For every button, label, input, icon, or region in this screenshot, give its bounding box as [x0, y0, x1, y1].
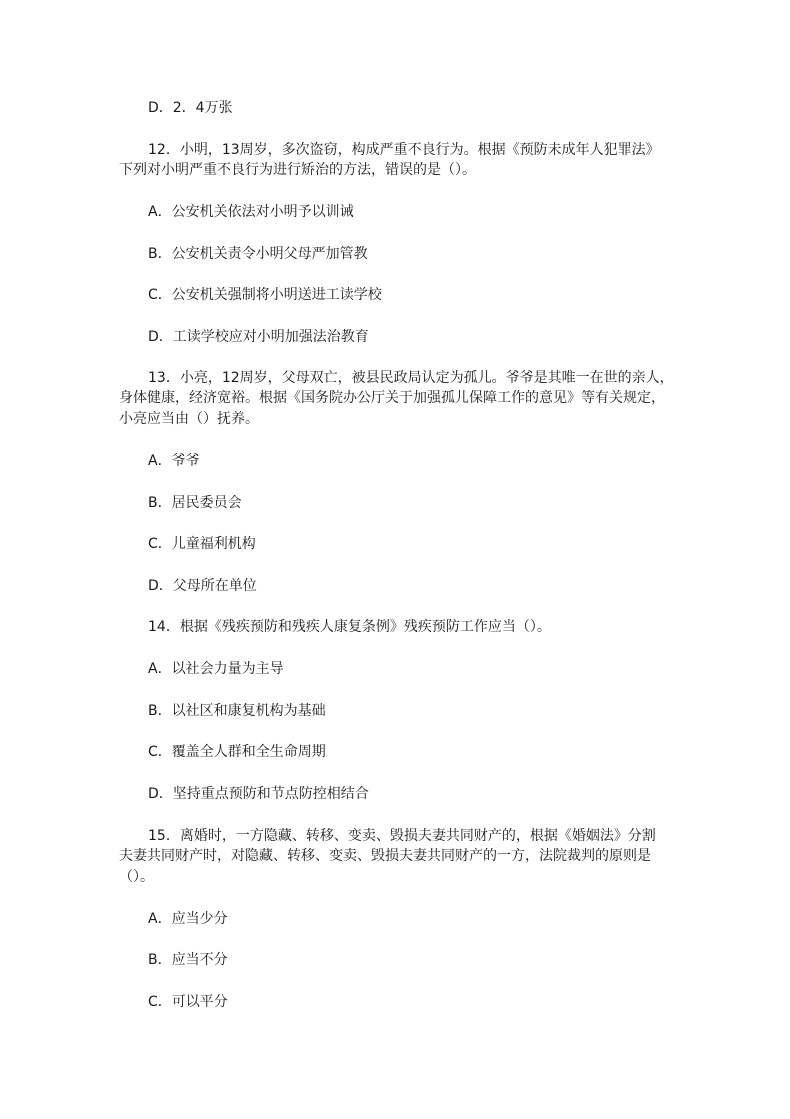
question-15-line-1: 15．离婚时，一方隐藏、转移、变卖、毁损夫妻共同财产的，根据《婚姻法》分割: [148, 828, 656, 844]
question-15-option-c: C．可以平分: [148, 994, 228, 1010]
question-14-option-b: B．以社区和康复机构为基础: [148, 703, 326, 719]
question-15-line-3: （）。: [119, 869, 154, 885]
question-15-option-a: A．应当少分: [148, 911, 228, 927]
question-13-line-2: 身体健康，经济宽裕。根据《国务院办公厅关于加强孤儿保障工作的意见》等有关规定，: [119, 390, 665, 406]
question-15-option-b: B．应当不分: [148, 952, 228, 968]
question-14-option-a: A．以社会力量为主导: [148, 661, 284, 677]
question-13-option-c: C．儿童福利机构: [148, 536, 256, 552]
question-14-option-c: C．覆盖全人群和全生命周期: [148, 744, 326, 760]
question-12-option-a: A．公安机关依法对小明予以训诫: [148, 204, 354, 220]
question-12-option-c: C．公安机关强制将小明送进工读学校: [148, 287, 382, 303]
option-d-prev: D．2．4万张: [148, 100, 233, 116]
question-13-line-1: 13．小亮，12周岁，父母双亡，被县民政局认定为孤儿。爷爷是其唯一在世的亲人，: [148, 370, 674, 386]
question-13-option-d: D．父母所在单位: [148, 578, 257, 594]
question-13-line-3: 小亮应当由（）抚养。: [119, 411, 259, 427]
question-14-option-d: D．坚持重点预防和节点防控相结合: [148, 786, 369, 802]
question-12-option-b: B．公安机关责令小明父母严加管教: [148, 246, 368, 262]
question-14-line-1: 14．根据《残疾预防和残疾人康复条例》残疾预防工作应当（）。: [148, 619, 551, 635]
question-15-line-2: 夫妻共同财产时，对隐藏、转移、变卖、毁损夫妻共同财产的一方，法院裁判的原则是: [119, 848, 651, 864]
question-13-option-b: B．居民委员会: [148, 495, 242, 511]
question-12-line-2: 下列对小明严重不良行为进行矫治的方法，错误的是（）。: [119, 162, 476, 178]
question-12-option-d: D．工读学校应对小明加强法治教育: [148, 329, 369, 345]
question-12-line-1: 12．小明，13周岁，多次盗窃，构成严重不良行为。根据《预防未成年人犯罪法》: [148, 142, 660, 158]
question-13-option-a: A．爷爷: [148, 453, 200, 469]
